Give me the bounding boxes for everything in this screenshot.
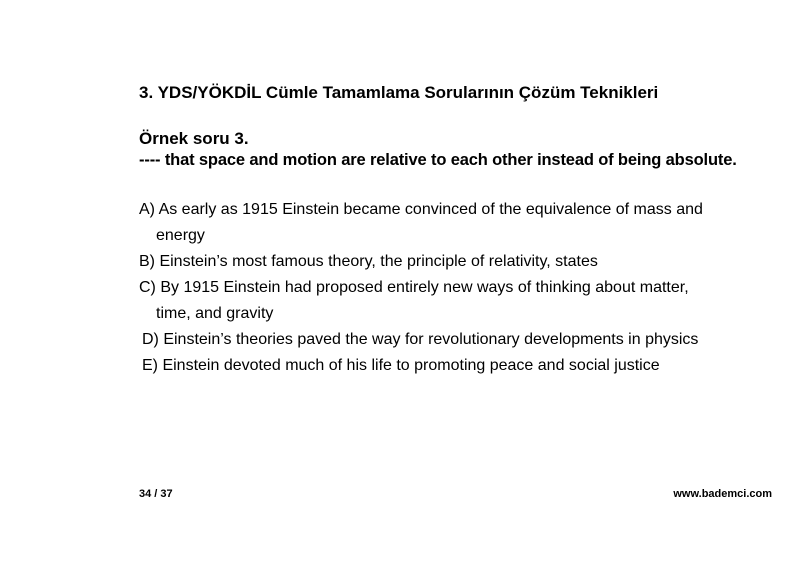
website-url: www.bademci.com [673,488,772,500]
answer-options [139,197,779,379]
page-number: 34 / 37 [139,488,173,500]
option-d: D) Einstein’s theories paved the way for revolutionary developments in physics [142,331,699,348]
example-question-label: Örnek soru 3. [139,129,249,148]
page-title: 3. YDS/YÖKDİL Cümle Tamamlama Sorularının Çözüm Teknikleri [139,83,659,102]
option-b: B) Einstein’s most famous theory, the principle of relativity, states [139,253,598,270]
option-e: E) Einstein devoted much of his life to promoting peace and social justice [142,357,660,374]
option-a: A) As early as 1915 Einstein became convinced of the equivalence of mass and [139,201,703,218]
option-c: C) By 1915 Einstein had proposed entirely new ways of thinking about matter, [139,279,689,296]
option-c-continuation: time, and gravity [156,305,274,322]
question-stem: ---- that space and motion are relative to each other instead of being absolute. [139,151,737,169]
option-a-continuation: energy [156,227,205,244]
